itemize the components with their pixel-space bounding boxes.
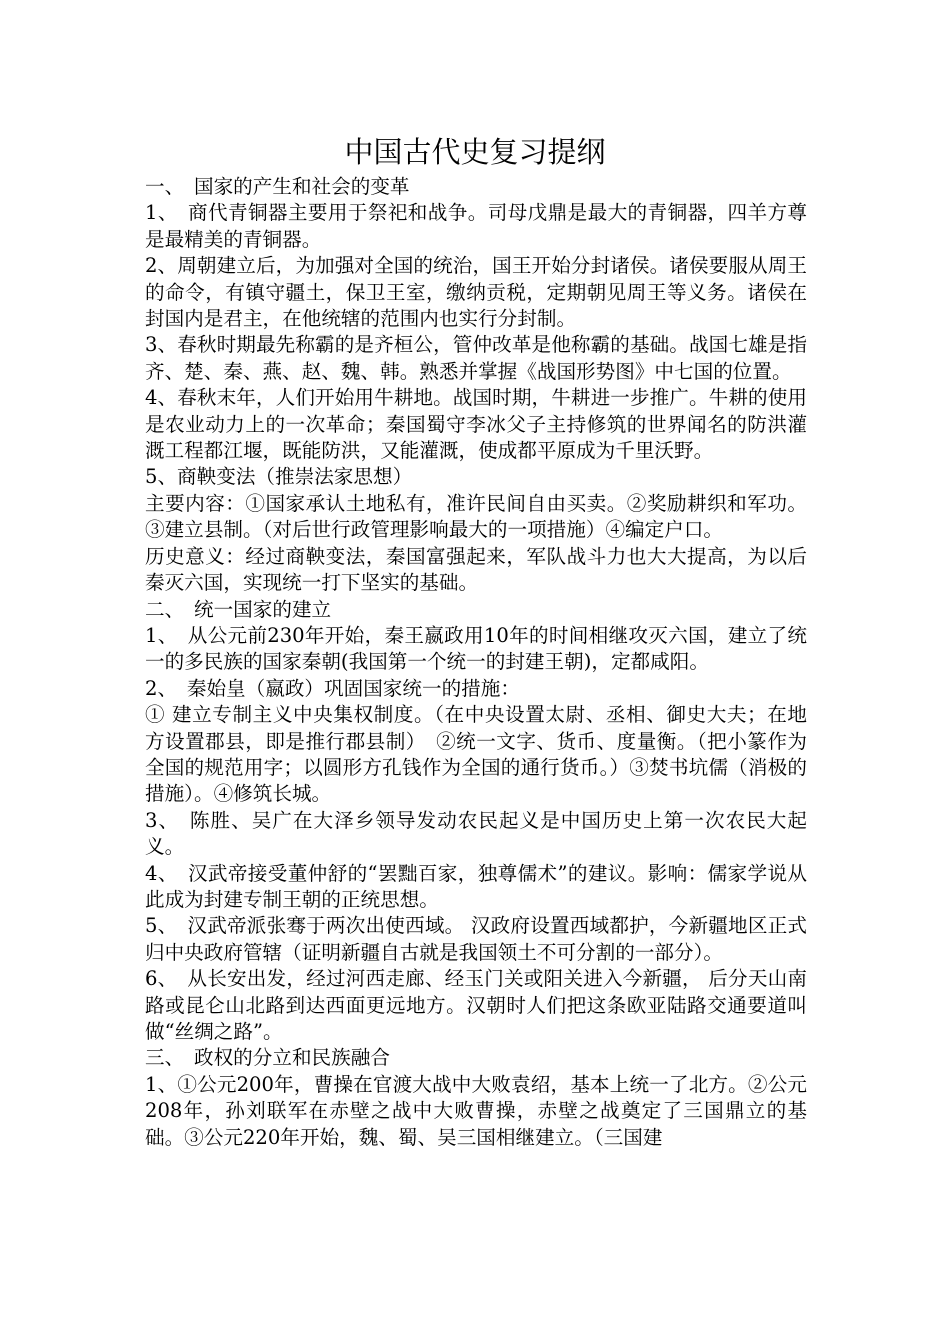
paragraph: 3、春秋时期最先称霸的是齐桓公，管仲改革是他称霸的基础。战国七雄是指齐、楚、秦、燕、赵、魏、韩。熟悉并掌握《战国形势图》中七国的位置。	[145, 333, 807, 383]
paragraph: 1、①公元200年，曹操在官渡大战中大败袁绍，基本上统一了北方。②公元208年，孙刘联军在赤壁之战中大败曹操，赤壁之战奠定了三国鼎立的基础。③公元220年开始，魏、蜀、吴三国相继建立。（三国建	[145, 1072, 807, 1149]
paragraph: 6、 从长安出发，经过河西走廊、经玉门关或阳关进入今新疆， 后分天山南路或昆仑山北路到达西面更远地方。汉朝时人们把这条欧亚陆路交通要道叫做“丝绸之路”。	[145, 967, 807, 1043]
paragraph: 1、 商代青铜器主要用于祭祀和战争。司母戊鼎是最大的青铜器，四羊方尊是最精美的青铜器。	[145, 201, 807, 251]
section-heading: 二、 统一国家的建立	[145, 597, 332, 621]
document-body	[145, 174, 807, 1151]
paragraph: 5、 汉武帝派张骞于两次出使西域。 汉政府设置西域都护，今新疆地区正式归中央政府管辖（证明新疆自古就是我国领土不可分割的一部分）。	[145, 914, 807, 964]
paragraph: 4、春秋末年，人们开始用牛耕地。战国时期，牛耕进一步推广。牛耕的使用是农业动力上的一次革命；秦国蜀守李冰父子主持修筑的世界闻名的防洪灌溉工程都江堰，既能防洪，又能灌溉，使成都平原成为千里沃野。	[145, 386, 807, 463]
paragraph: 5、商鞅变法（推崇法家思想）	[145, 465, 413, 489]
paragraph: 2、 秦始皇（嬴政）巩固国家统一的措施：	[145, 676, 520, 700]
paragraph: ① 建立专制主义中央集权制度。（在中央设置太尉、丞相、御史大夫；在地方设置郡县，即是推行郡县制） ②统一文字、货币、度量衡。（把小篆作为全国的规范用字；以圆形方孔钱作为全国的通行货币。）③焚书坑儒（消极的措施）。④修筑长城。	[145, 703, 807, 806]
paragraph: 历史意义：经过商鞅变法，秦国富强起来，军队战斗力也大大提高，为以后秦灭六国，实现统一打下坚实的基础。	[145, 544, 807, 595]
paragraph: 4、 汉武帝接受董仲舒的“罢黜百家，独尊儒术”的建议。影响：儒家学说从此成为封建专制王朝的正统思想。	[145, 861, 807, 911]
paragraph: 2、周朝建立后，为加强对全国的统治，国王开始分封诸侯。诸侯要服从周王的命令，有镇守疆土，保卫王室，缴纳贡税，定期朝见周王等义务。诸侯在封国内是君主，在他统辖的范围内也实行分封制。	[145, 254, 807, 331]
section-heading: 三、 政权的分立和民族融合	[145, 1046, 390, 1070]
paragraph: 主要内容：①国家承认土地私有，准许民间自由买卖。②奖励耕织和军功。③建立县制。（对后世行政管理影响最大的一项措施）④编定户口。	[145, 491, 807, 542]
paragraph: 3、 陈胜、吴广在大泽乡领导发动农民起义是中国历史上第一次农民大起义。	[145, 808, 807, 859]
section-heading: 一、 国家的产生和社会的变革	[145, 175, 410, 198]
paragraph: 1、 从公元前230年开始，秦王嬴政用10年的时间相继攻灭六国，建立了统一的多民族的国家秦朝(我国第一个统一的封建王朝)，定都咸阳。	[145, 623, 807, 674]
document-title: 中国古代史复习提纲	[344, 135, 606, 169]
